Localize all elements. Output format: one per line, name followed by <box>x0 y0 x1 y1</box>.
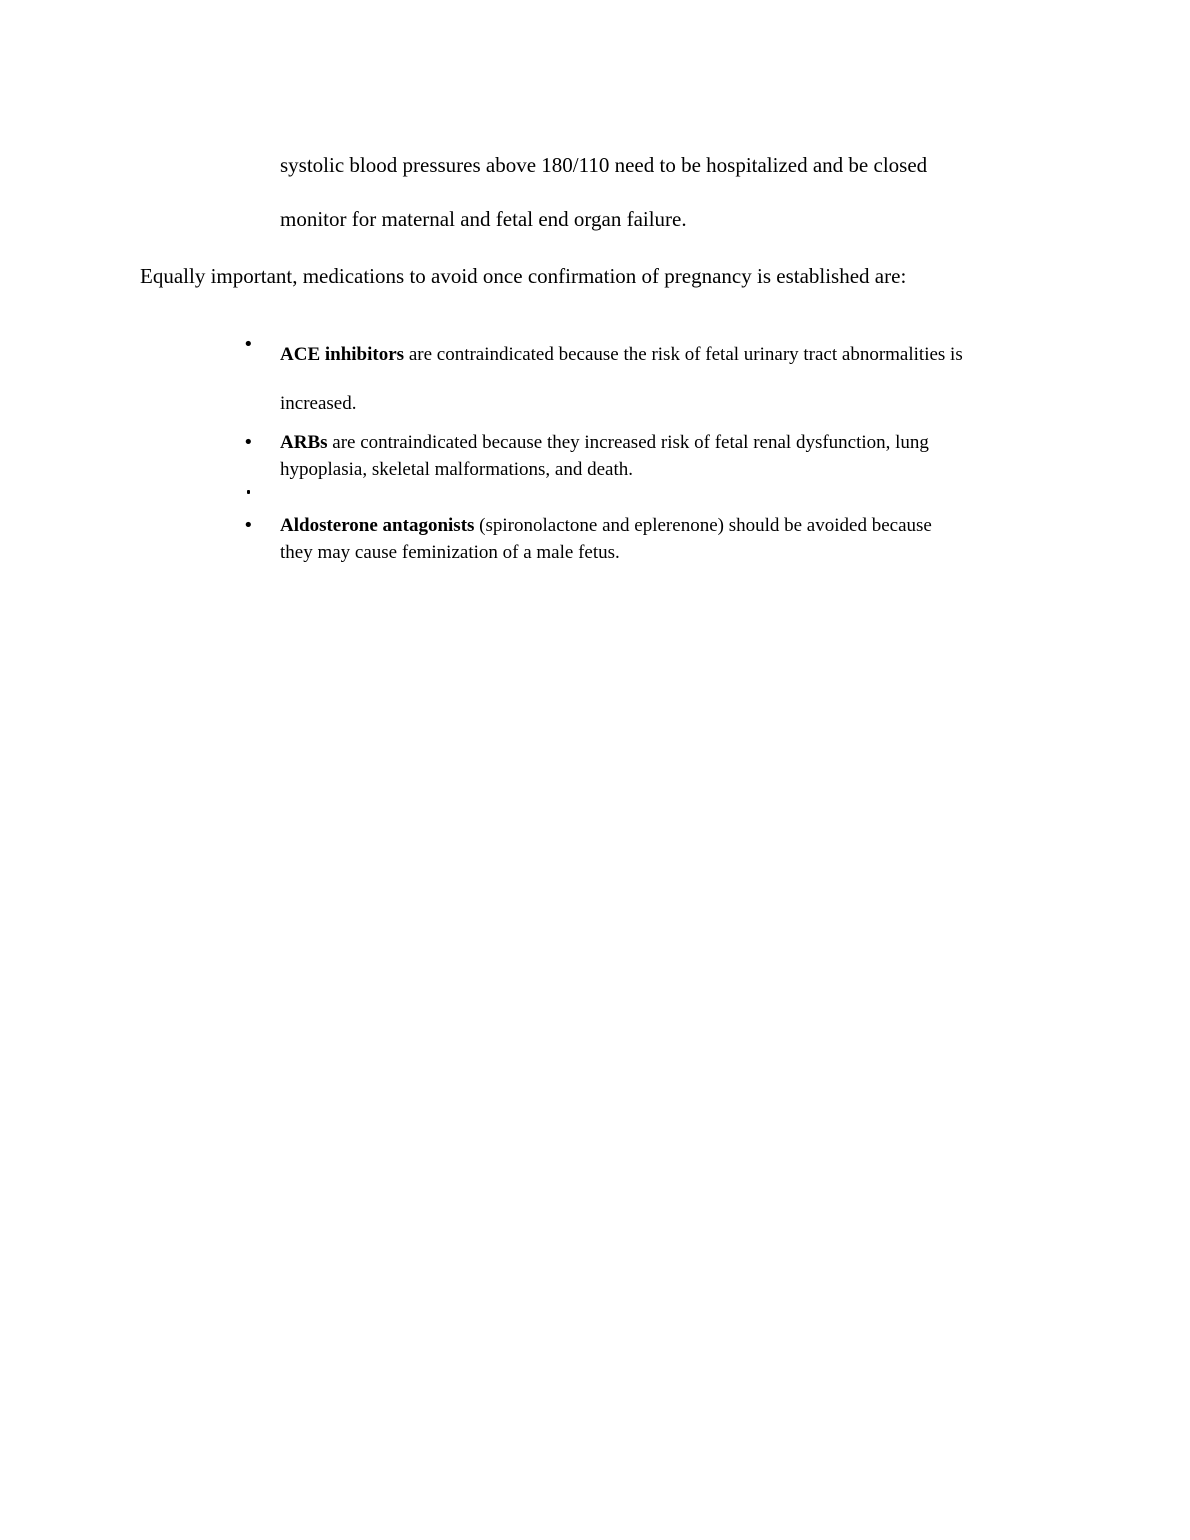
list-item-term: ARBs <box>280 432 328 453</box>
list-item-term: Aldosterone antagonists <box>280 515 475 536</box>
bullet-icon: • <box>243 515 254 536</box>
list-item-line: hypoplasia, skeletal malformations, and death. <box>280 459 633 480</box>
list-item-term: ACE inhibitors <box>280 344 405 365</box>
bullet-icon: • <box>243 334 254 355</box>
list-item-line <box>280 330 1060 379</box>
list-item-line <box>280 429 1060 456</box>
list-item-text: (spironolactone and eplerenone) should be avoided because <box>474 515 932 536</box>
list-item-arbs <box>280 429 1060 483</box>
list-item-line <box>280 512 1060 539</box>
list-item-line: increased. <box>280 393 357 414</box>
list-item-aldosterone-antagonists <box>280 512 1060 566</box>
list-item-line: they may cause feminization of a male fetus. <box>280 542 620 563</box>
list-item-text: are contraindicated because they increased risk of fetal renal dysfunction, lung <box>327 432 929 453</box>
continuation-paragraph <box>280 138 1060 246</box>
list-item-ace-inhibitors <box>280 330 1060 428</box>
intro-paragraph: Equally important, medications to avoid once confirmation of pregnancy is established are: <box>140 264 907 288</box>
stray-mark <box>247 490 250 494</box>
list-item-text: are contraindicated because the risk of fetal urinary tract abnormalities is <box>404 344 963 365</box>
continuation-line-2: monitor for maternal and fetal end organ failure. <box>280 207 687 231</box>
bullet-icon: • <box>243 432 254 453</box>
continuation-line-1: systolic blood pressures above 180/110 need to be hospitalized and be closed <box>280 153 928 177</box>
